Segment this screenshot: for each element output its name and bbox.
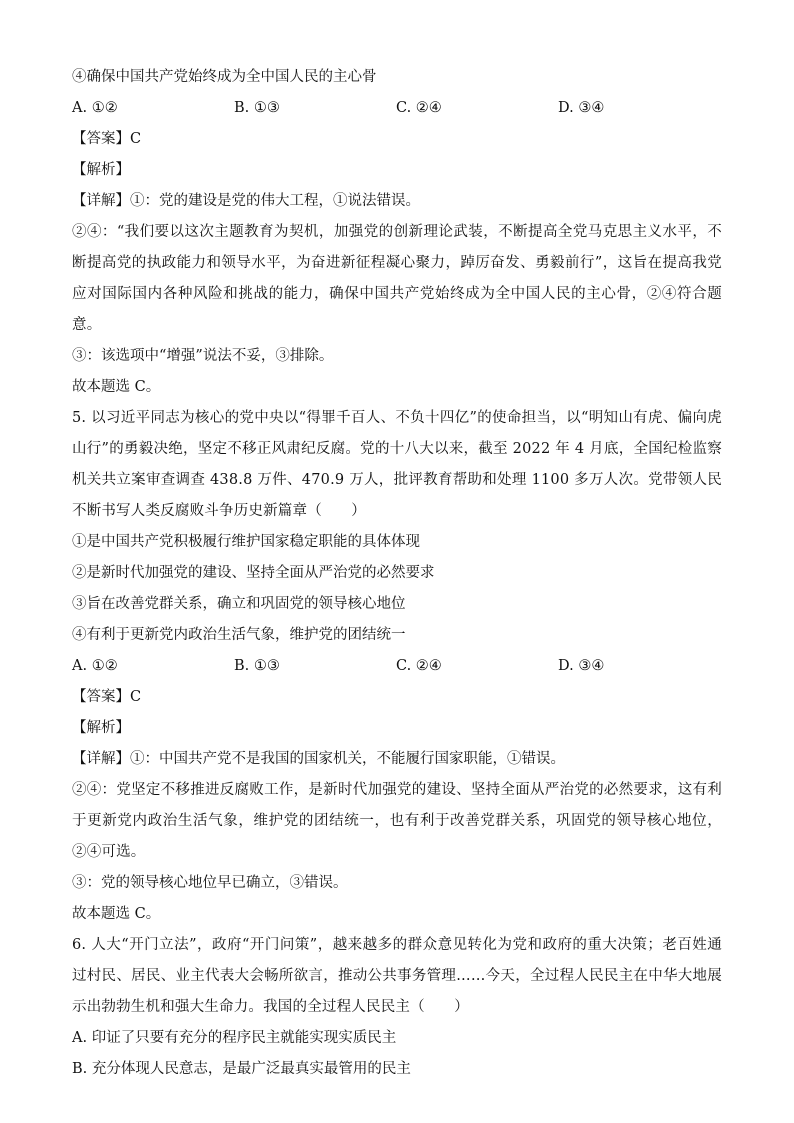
q5-detail-3: ③：党的领导核心地位早已确立，③错误。 [72, 875, 348, 891]
q4-answer: 【答案】C [72, 131, 142, 147]
q4-item-4: ④确保中国共产党始终成为全中国人民的主心骨 [72, 69, 377, 85]
q6-stem: 6. 人大“开门立法”，政府“开门问策”，越来越多的群众意见转化为党和政府的重大决策；老百姓通过村民、居民、业主代表大会畅所欲言，推动公共事务管理……今天，全过程人民民主在中华大地展示出勃勃生机和强大生命力。我国的全过程人民民主（ ） [72, 937, 722, 1015]
q5-answer: 【答案】C [72, 689, 142, 705]
q5-options [72, 651, 722, 682]
q5-detail-1: 【详解】①：中国共产党不是我国的国家机关，不能履行国家职能，①错误。 [72, 751, 565, 767]
q5-item-1: ①是中国共产党积极履行维护国家稳定职能的具体体现 [72, 534, 420, 550]
q5-conclusion: 故本题选 C。 [72, 906, 161, 922]
q5-item-2: ②是新时代加强党的建设、坚持全面从严治党的必然要求 [72, 565, 435, 581]
q5-stem: 5. 以习近平同志为核心的党中央以“得罪千百人、不负十四亿”的使命担当，以“明知山有虎、偏向虎山行”的勇毅决绝，坚定不移正风肃纪反腐。党的十八大以来，截至 2022 年 4 月底，全国纪检监察机关共立案审查调查 438.8 万件、470.9 万人，批评教育帮助和处理 1100 多万人次。党带领人民不断书写人类反腐败斗争历史新篇章（ ） [72, 410, 722, 519]
q4-option-b: B. ①③ [234, 100, 280, 116]
q5-detail-2: ②④：党坚定不移推进反腐败工作，是新时代加强党的建设、坚持全面从严治党的必然要求，这有利于更新党内政治生活气象，维护党的团结统一，也有利于改善党群关系，巩固党的领导核心地位，②④可选。 [72, 782, 722, 860]
q4-option-c: C. ②④ [396, 100, 442, 116]
q4-options [72, 93, 722, 124]
q4-option-d: D. ③④ [558, 100, 605, 116]
q4-detail-2: ②④：“我们要以这次主题教育为契机，加强党的创新理论武装，不断提高全党马克思主义水平，不断提高党的执政能力和领导水平，为奋进新征程凝心聚力，踔厉奋发、勇毅前行”，这旨在提高我党应对国际国内各种风险和挑战的能力，确保中国共产党始终成为全中国人民的主心骨，②④符合题意。 [72, 224, 722, 333]
q6-option-b: B. 充分体现人民意志，是最广泛最真实最管用的民主 [72, 1061, 411, 1077]
q5-item-3: ③旨在改善党群关系，确立和巩固党的领导核心地位 [72, 596, 406, 612]
q5-option-d: D. ③④ [558, 658, 605, 674]
q4-detail-3: ③：该选项中“增强”说法不妥，③排除。 [72, 348, 334, 364]
q4-detail-1: 【详解】①：党的建设是党的伟大工程，①说法错误。 [72, 193, 420, 209]
q5-analysis-label: 【解析】 [72, 720, 130, 736]
q5-option-a: A. ①② [72, 658, 118, 674]
document-page [72, 62, 722, 1085]
q4-option-a: A. ①② [72, 100, 118, 116]
q5-option-b: B. ①③ [234, 658, 280, 674]
q5-item-4: ④有利于更新党内政治生活气象，维护党的团结统一 [72, 627, 406, 643]
q4-conclusion: 故本题选 C。 [72, 379, 161, 395]
q4-analysis-label: 【解析】 [72, 162, 130, 178]
q5-option-c: C. ②④ [396, 658, 442, 674]
q6-option-a: A. 印证了只要有充分的程序民主就能实现实质民主 [72, 1030, 397, 1046]
